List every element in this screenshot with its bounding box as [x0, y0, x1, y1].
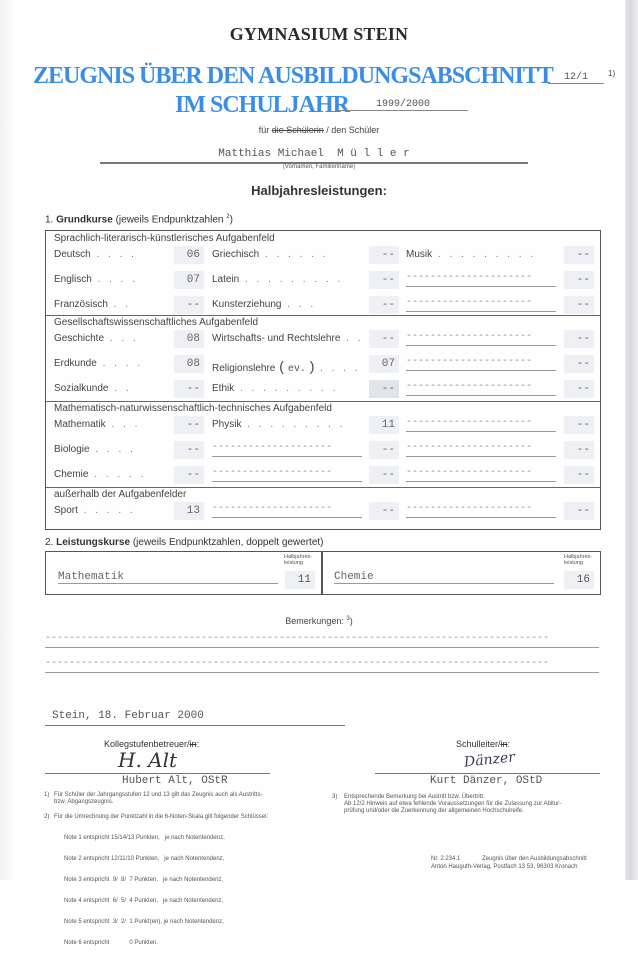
place-date-line [45, 725, 345, 726]
subject-name: Sport [54, 505, 78, 516]
signature-1: H. Alt [118, 748, 178, 772]
student-name-field: Matthias Michael M ü l l e r [100, 148, 528, 164]
grade-key [54, 821, 268, 961]
signature-role-2 [456, 739, 510, 749]
lk-subject: Chemie [334, 571, 554, 584]
grade-field: -- [564, 380, 594, 398]
subject-name: Musik [406, 249, 433, 260]
subject-label [54, 274, 138, 285]
subject-group-title: Sprachlich-literarisch-künstlerisches Aufgabenfeld [54, 233, 275, 244]
for-label-struck: die Schülerin [271, 125, 324, 135]
grade-field: -- [564, 502, 594, 520]
remarks-label-row: Bemerkungen: $^3$) [285, 616, 353, 626]
subject-name: Physik [212, 419, 242, 430]
grade-key-row: Note 3 entspricht 9/ 8/ 7 Punkten, je nach Notentendenz, [64, 877, 224, 883]
grade-field: -- [174, 296, 204, 314]
subject-label [54, 249, 137, 260]
subject-label [54, 358, 143, 369]
subject-name: Religionslehre [212, 363, 276, 374]
blank-subject-line: --------------------- [406, 297, 556, 312]
group-separator [46, 315, 600, 316]
grade-field: 07 [174, 271, 204, 289]
subject-group-title: Gesellschaftswissenschaftliches Aufgabenfeld [54, 317, 259, 328]
subject-label [212, 299, 316, 310]
subject-name: Chemie [54, 469, 89, 480]
grundkurse-heading [45, 214, 233, 225]
grade-field: 08 [174, 330, 204, 348]
leader-dots: . . . . [89, 444, 136, 455]
grade-field: -- [369, 330, 399, 348]
grade-field: 06 [174, 246, 204, 264]
subject-label [54, 383, 132, 394]
blank-subject-line: --------------------- [406, 331, 556, 346]
grundkurse-number: 1. [45, 214, 54, 226]
subject-group-title: Mathematisch-naturwissenschaftlich-technisches Aufgabenfeld [54, 403, 332, 414]
grade-field: -- [369, 466, 399, 484]
subject-label [54, 299, 131, 310]
grade-key-row: Note 2 entspricht 12/11/10 Punkten, je nach Notentendenz, [64, 856, 225, 862]
grade-field: -- [174, 380, 204, 398]
publisher: Anton Hauguth-Verlag, Postfach 13 53, 96303 Kronach [431, 864, 578, 870]
subject-label [54, 444, 136, 455]
subject-name: Französisch [54, 299, 108, 310]
subject-label [212, 333, 364, 344]
leader-dots: . . . [281, 299, 317, 310]
period-field: 12/1 [548, 72, 604, 84]
grundkurse-subtitle: (jeweils Endpunktzahlen [115, 214, 224, 226]
blank-subject-line: --------------------- [406, 356, 556, 371]
subject-label [54, 333, 139, 344]
paren-close: ) [305, 358, 315, 374]
leader-dots: . . . . [314, 363, 361, 374]
grundkurse-table [45, 230, 601, 530]
leader-dots: . . . . [90, 249, 137, 260]
blank-subject-line: --------------------- [406, 442, 556, 457]
subject-name: Griechisch [212, 249, 260, 260]
lk-column-header [284, 554, 312, 566]
grade-key-row: Note 5 entspricht 3/ 2/ 1 Punkt(en), je nach Notentendenz, [64, 919, 224, 925]
blank-subject-line: --------------------- [406, 381, 556, 396]
subject-label [212, 358, 361, 375]
lk-subject: Mathematik [58, 571, 278, 584]
footnote-2-mark: 2) [44, 814, 50, 820]
footnote-3-line: prüfung und/oder die Zuerkennung der allgemeinen Hochschulreife. [344, 808, 524, 814]
blank-subject-line: --------------------- [406, 467, 556, 482]
group-separator [46, 401, 600, 402]
signature-line-2 [375, 773, 600, 774]
subject-name: Kunsterziehung [212, 299, 282, 310]
footnote-3-line: Ab 12/2 Hinweis auf etwa fehlende Voraussetzungen für die Zulassung zur Abitur- [344, 801, 562, 807]
remarks-label: Bemerkungen: [285, 616, 344, 626]
subject-name: Wirtschafts- und Rechtslehre [212, 333, 341, 344]
leader-dots: . . . . . . . . . [239, 274, 344, 285]
grundkurse-title: Grundkurse [56, 214, 113, 226]
subject-name: Biologie [54, 444, 90, 455]
period-footnote: 1) [608, 69, 616, 78]
subject-label [406, 249, 536, 260]
leader-dots: . . [107, 299, 132, 310]
leistungskurse-subtitle: (jeweils Endpunktzahlen, doppelt gewertet) [132, 537, 324, 548]
subject-label [212, 419, 345, 430]
grade-field: -- [564, 441, 594, 459]
subject-name: Deutsch [54, 249, 91, 260]
remarks-line: ------------------------------------------------------------------------------------ [45, 633, 599, 648]
blank-subject-line: --------------------- [406, 417, 556, 432]
lk-grade: 11 [285, 571, 315, 589]
leader-dots: . . . [104, 333, 139, 344]
form-number: Nr. 2.234.1 [431, 856, 461, 862]
certificate-title-line2: IM SCHULJAHR [175, 92, 350, 118]
school-year-field: 1999/2000 [338, 99, 468, 111]
subject-name: Mathematik [54, 419, 106, 430]
grade-field: -- [564, 355, 594, 373]
signatory-name-2: Kurt Dänzer, OStD [430, 775, 543, 787]
footnote-1-line: bzw. Abgangszeugnis. [54, 799, 114, 805]
role-struck: in [189, 739, 197, 749]
grade-key-row: Note 6 entspricht 0 Punkten. [64, 940, 159, 946]
role-suffix: : [196, 739, 200, 749]
subject-name: Geschichte [54, 333, 105, 344]
lk-header-line2: leistung [284, 560, 303, 566]
grade-field: -- [369, 502, 399, 520]
subject-group-title: außerhalb der Aufgabenfelder [54, 489, 187, 500]
role-prefix: Kollegstufenbetreuer/ [104, 739, 190, 749]
subject-label [54, 419, 140, 430]
grade-key-row: Note 1 entspricht 15/14/13 Punkten, je nach Notentendenz, [64, 835, 225, 841]
footnote-2 [54, 814, 268, 961]
leistungskurse-number: 2. [45, 537, 54, 548]
lk-header-line1: Halbjahres- [284, 554, 313, 560]
leistungskurs-1 [45, 551, 323, 595]
grade-field: -- [174, 466, 204, 484]
paren-open: ( [275, 358, 288, 374]
group-separator [46, 487, 600, 488]
subject-name: Ethik [212, 383, 235, 394]
subject-label [212, 274, 343, 285]
grade-field: -- [174, 416, 204, 434]
leader-dots: . . . . . . . . . [241, 419, 346, 430]
grade-field: 11 [369, 416, 399, 434]
grade-field: 07 [369, 355, 399, 373]
footnote-3-mark: 3) [332, 794, 338, 800]
leistungskurse-heading [45, 537, 324, 548]
grade-field: -- [564, 296, 594, 314]
leistungskurs-2 [321, 551, 601, 595]
grade-field: -- [369, 246, 399, 264]
footnote-3 [344, 794, 561, 815]
grade-field: -- [369, 296, 399, 314]
blank-subject-line: -------------------- [212, 467, 362, 482]
leader-dots: . . . . . . . . . [234, 383, 339, 394]
leader-dots: . . [340, 333, 364, 344]
school-name: GYMNASIUM STEIN [229, 24, 409, 44]
grundkurse-footnote-mark: 2 [226, 214, 230, 220]
leader-dots: . . . . [96, 358, 144, 369]
for-label-suffix: / den Schüler [326, 125, 380, 135]
for-label-prefix: für [258, 125, 270, 135]
blank-subject-line: --------------------- [406, 272, 556, 287]
grade-field: 13 [174, 502, 204, 520]
blank-subject-line: --------------------- [406, 503, 556, 518]
grade-field: -- [369, 441, 399, 459]
grundkurse-subtitle-close: ) [229, 214, 233, 226]
footnote-1-line: Für Schüler der Jahrgangsstufen 12 und 13 gilt das Zeugnis auch als Austritts- [54, 792, 263, 798]
footnote-2-intro: Für die Umrechnung der Punktzahl in die 6-Noten-Skala gilt folgender Schlüssel: [54, 814, 269, 820]
signatory-name-1: Hubert Alt, OStR [122, 775, 228, 787]
lk-header-line1: Halbjahres- [564, 554, 593, 560]
lk-column-header [564, 554, 592, 566]
subject-name: Englisch [54, 274, 92, 285]
grade-field: -- [174, 441, 204, 459]
grade-field: -- [369, 380, 399, 398]
lk-grade: 16 [564, 571, 594, 589]
grade-field: -- [564, 271, 594, 289]
remarks-footnote-mark: 3 [346, 616, 350, 622]
subject-name: Erdkunde [54, 358, 97, 369]
leader-dots: . . . [105, 419, 141, 430]
name-caption: (Vornamen, Familienname) [282, 164, 356, 170]
leader-dots: . . . . . . . . . [432, 249, 537, 260]
signature-line-1 [45, 773, 270, 774]
grade-field: -- [564, 246, 594, 264]
form-title: Zeugnis über den Ausbildungsabschnitt [482, 856, 587, 862]
role-suffix: : [507, 739, 511, 749]
subject-label [212, 383, 338, 394]
footnote-1 [54, 792, 262, 806]
subject-name: Latein [212, 274, 240, 285]
footnote-3-line: Entsprechende Bemerkung bei Austritt bzw. Übertritt. [344, 794, 485, 800]
leader-dots: . . . . . [77, 505, 136, 516]
grade-key-row: Note 4 entspricht 6/ 5/ 4 Punkten, je nach Notentendenz, [64, 898, 224, 904]
role-prefix: Schulleiter/ [456, 739, 501, 749]
leader-dots: . . . . [91, 274, 139, 285]
grade-field: -- [564, 416, 594, 434]
leader-dots: . . [108, 383, 132, 394]
subject-name: Sozialkunde [54, 383, 109, 394]
subject-label [54, 469, 146, 480]
grade-field: -- [369, 271, 399, 289]
lk-header-line2: leistung [564, 560, 583, 566]
certificate-title-line1: ZEUGNIS ÜBER DEN AUSBILDUNGSABSCHNITT [33, 63, 553, 89]
denomination-field: ev. [287, 364, 306, 375]
signature-2: Dänzer [463, 749, 516, 771]
leistungskurse-title: Leistungskurse [56, 537, 131, 548]
place-date: Stein, 18. Februar 2000 [52, 710, 204, 722]
subject-label [54, 505, 136, 516]
grade-field: -- [564, 466, 594, 484]
blank-subject-line: -------------------- [212, 442, 362, 457]
grade-field: -- [564, 330, 594, 348]
blank-subject-line: -------------------- [212, 503, 362, 518]
leader-dots: . . . . . . [259, 249, 329, 260]
grade-field: 08 [174, 355, 204, 373]
section-heading: Halbjahresleistungen: [251, 183, 387, 198]
footnote-1-mark: 1) [44, 792, 50, 798]
for-student-label [0, 125, 638, 135]
leader-dots: . . . . . [88, 469, 147, 480]
role-struck: in [500, 739, 508, 749]
remarks-line: ------------------------------------------------------------------------------------ [45, 658, 599, 673]
subject-label [212, 249, 329, 260]
